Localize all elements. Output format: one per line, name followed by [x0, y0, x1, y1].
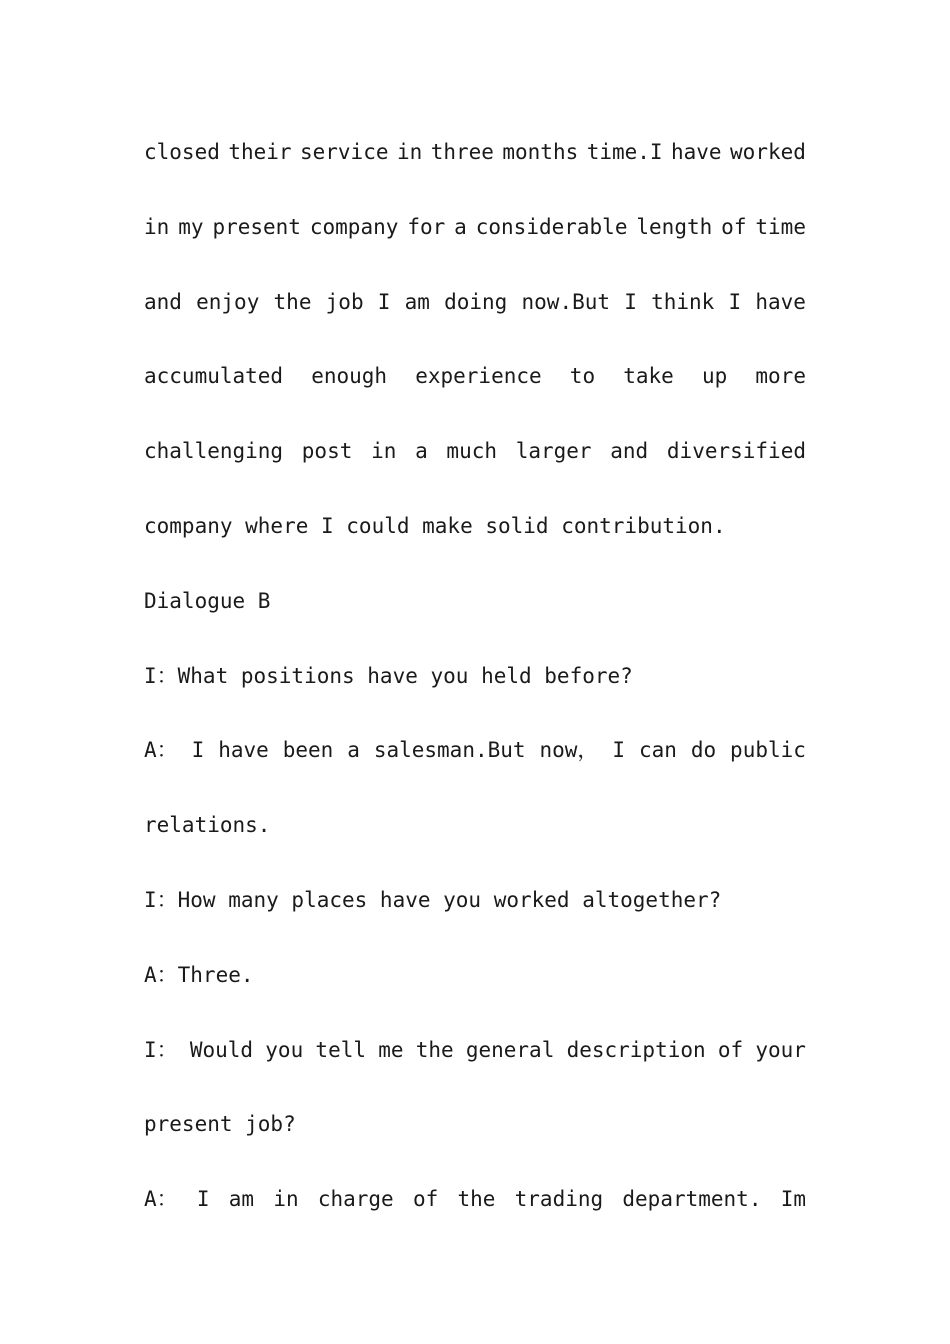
text-line: and enjoy the job I am doing now.But I think I have — [144, 289, 806, 314]
text-line: accumulated enough experience to take up more — [144, 364, 806, 389]
text-line: present job? — [144, 1112, 296, 1137]
text-line: Dialogue B — [144, 588, 271, 613]
text-line: I：How many places have you worked altogether? — [144, 888, 722, 912]
text-line: I：What positions have you held before? — [144, 663, 633, 688]
text-line: A：Three. — [144, 962, 254, 987]
text-line: challenging post in a much larger and diversified — [144, 439, 806, 464]
text-line: relations. — [144, 813, 271, 838]
text-line: company where I could make solid contribution. — [144, 514, 726, 538]
text-line: A： I have been a salesman.But now， I can do public — [144, 738, 806, 763]
text-line: I： Would you tell me the general description of your — [144, 1037, 806, 1062]
text-line: in my present company for a considerable length of time — [144, 214, 806, 239]
document-page — [144, 0, 806, 1344]
text-line: closed their service in three months time.I have worked — [144, 140, 806, 164]
text-line: A： I am in charge of the trading department. Im — [144, 1187, 806, 1212]
